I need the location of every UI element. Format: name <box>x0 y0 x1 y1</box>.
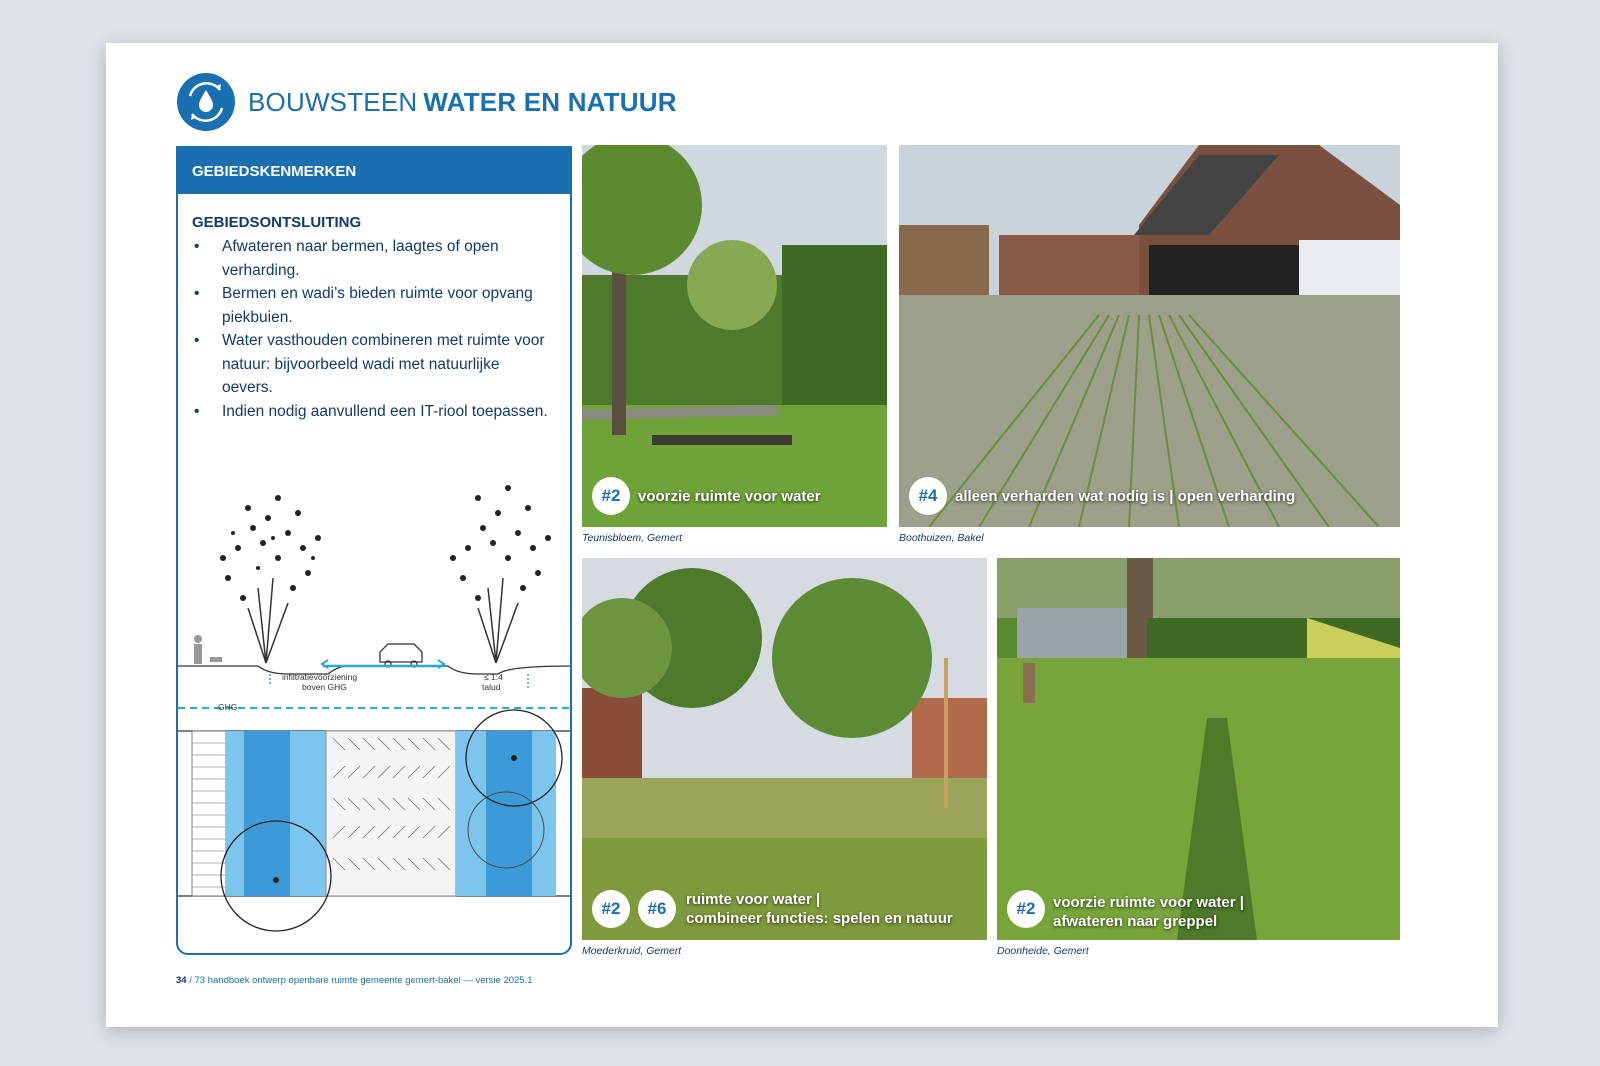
page-title <box>248 87 677 118</box>
street-profile-diagram <box>178 438 570 953</box>
document-page <box>106 43 1498 1027</box>
bullet-item: • Afwateren naar bermen, laagtes of open verharding. <box>192 235 570 282</box>
title-light: BOUWSTEEN <box>248 86 418 117</box>
plan-view-illustration <box>178 710 570 931</box>
page-number: 34 <box>176 975 187 986</box>
photo-image <box>582 558 987 940</box>
photo-location: Moederkruid, Gemert <box>582 945 682 957</box>
photo-doonheide <box>997 558 1400 940</box>
photo-image <box>899 145 1400 527</box>
badge: #6 <box>638 890 676 928</box>
photo-caption-line2: combineer functies: spelen en natuur <box>686 910 953 927</box>
badge: #2 <box>592 477 630 515</box>
photo-image <box>997 558 1400 940</box>
page-header <box>176 71 677 133</box>
gebiedskenmerken-panel <box>176 146 572 955</box>
photo-moederkruid <box>582 558 987 940</box>
diagram-label-ghg: GHG <box>218 702 238 712</box>
badge: #2 <box>1007 890 1045 928</box>
photo-caption <box>686 890 953 928</box>
badge: #2 <box>592 890 630 928</box>
photo-location: Boothuizen, Bakel <box>899 532 984 544</box>
person-illustration <box>194 635 222 664</box>
photo-caption: voorzie ruimte voor water <box>638 488 821 505</box>
photo-image <box>582 145 887 527</box>
photo-caption: alleen verharden wat nodig is | open verharding <box>955 488 1296 505</box>
photo-caption-line1: ruimte voor water | <box>686 891 821 908</box>
bullet-list <box>192 235 570 423</box>
car-illustration <box>380 644 422 667</box>
badge: #4 <box>909 477 947 515</box>
water-drop-cycle-icon <box>176 72 236 132</box>
bullet-item: • Indien nodig aanvullend een IT-riool toepassen. <box>192 400 570 424</box>
tree-right-illustration <box>450 485 551 663</box>
photo-location: Teunisbloem, Gemert <box>582 532 682 544</box>
photo-caption-line2: afwateren naar greppel <box>1053 913 1218 930</box>
diagram-label-infiltration: infiltratievoorziening <box>282 672 358 682</box>
section-title: GEBIEDSONTSLUITING <box>192 214 362 231</box>
bullet-item: • Water vasthouden combineren met ruimte voor natuur: bijvoorbeeld wadi met natuurlijke oevers. <box>192 329 570 400</box>
diagram-label-infiltration-2: boven GHG <box>302 682 347 692</box>
page-footer <box>176 975 533 986</box>
photo-caption <box>1053 893 1244 931</box>
photo-caption-line1: voorzie ruimte voor water | <box>1053 894 1244 911</box>
photo-boothuizen <box>899 145 1400 527</box>
bullet-item: • Bermen en wadi’s bieden ruimte voor opvang piekbuien. <box>192 282 570 329</box>
diagram-label-slope: ≤ 1:4 <box>484 672 503 682</box>
page-total: / 73 <box>189 975 206 986</box>
footer-text: handboek ontwerp openbare ruimte gemeente gemert-bakel — versie 2025.1 <box>207 975 533 986</box>
tree-left-illustration <box>220 495 321 663</box>
diagram-label-slope-2: talud <box>482 682 501 692</box>
title-bold: WATER EN NATUUR <box>423 86 677 117</box>
panel-heading: GEBIEDSKENMERKEN <box>178 148 570 194</box>
photo-location: Doonheide, Gemert <box>997 945 1089 957</box>
photo-teunisbloem <box>582 145 887 527</box>
